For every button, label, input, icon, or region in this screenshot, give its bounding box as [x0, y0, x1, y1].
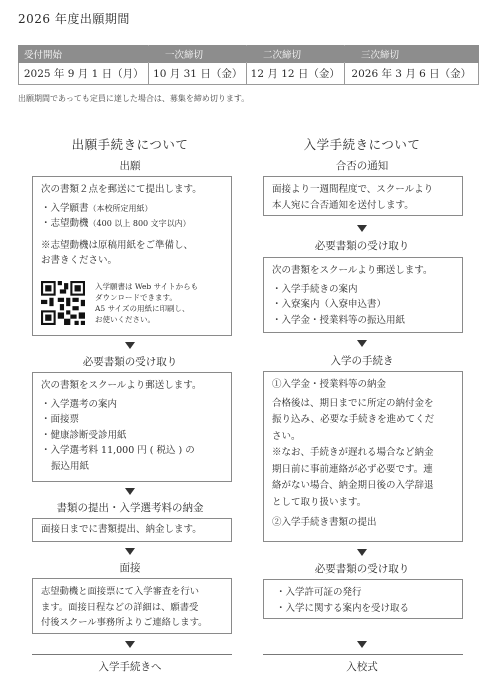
left-arrow-2 — [125, 488, 135, 495]
qr-caption-line-3: A5 サイズの用紙に印刷し、 — [95, 304, 190, 313]
right-documents-box — [263, 257, 463, 333]
right-procedure-box — [263, 371, 463, 542]
right-result-line-2: 本人宛に合否通知を送付します。 — [272, 199, 414, 211]
right-procedure-line-4: ※なお、手続きが遅れる場合など納金 — [272, 447, 434, 458]
application-note-2: お書きください。 — [41, 255, 118, 266]
application-item-form-label: ・入学願書 — [41, 202, 89, 214]
right-result-line-1: 面接より一週間程度で、スクールより — [272, 184, 434, 195]
right-result-box — [263, 176, 463, 216]
right-procedure-line-6: 絡がない場合、納金期日後の入学辞退 — [272, 480, 434, 491]
right-arrow-2 — [357, 340, 367, 347]
right-step-final-docs-heading: 必要書類の受け取り — [314, 563, 410, 575]
schedule-header-start: 受付開始 — [18, 45, 148, 63]
application-item-motivation — [41, 216, 223, 232]
right-final-docs-box — [263, 579, 463, 619]
left-end-label: 入学手続きへ — [98, 661, 162, 673]
qr-code-icon[interactable] — [41, 281, 85, 325]
right-arrow-3 — [357, 549, 367, 556]
schedule-header-first: 一次締切 — [148, 45, 246, 63]
schedule-header-third: 三次締切 — [344, 45, 479, 63]
schedule-date-start: 2025 年 9 月 1 日（月） — [23, 68, 144, 80]
left-arrow-1 — [125, 342, 135, 349]
right-column-title: 入学手続きについて — [303, 137, 421, 152]
application-item-motivation-note: （400 以上 800 文字以内） — [88, 219, 191, 228]
schedule-date-second: 12 月 12 日（金） — [246, 63, 344, 84]
left-step-documents-heading: 必要書類の受け取り — [82, 356, 178, 368]
right-procedure-sub-2: ②入学手続き書類の提出 — [272, 517, 377, 528]
left-interview-line-3: 付後スクール事務所よりご連絡します。 — [41, 617, 208, 628]
right-step-result-heading: 合否の通知 — [335, 160, 389, 172]
left-arrow-4 — [125, 641, 135, 648]
right-documents-item-2: ・入寮案内（入寮申込書） — [272, 299, 387, 310]
left-documents-box — [32, 372, 232, 482]
right-procedure-line-2: 振り込み、必要な手続きを進めてくだ — [272, 414, 435, 425]
left-step-interview-heading: 面接 — [119, 562, 141, 574]
application-note-1: ※志望動機は原稿用紙をご準備し、 — [41, 239, 194, 251]
right-final-docs-item-1: ・入学許可証の発行 — [276, 587, 362, 598]
left-documents-item-4: ・入学選考料 11,000 円 ( 税込 ) の — [41, 445, 195, 456]
qr-caption-line-2: ダウンロードできます。 — [95, 293, 177, 302]
left-documents-item-4-cont: 振込用紙 — [51, 460, 90, 472]
right-procedure-sub-1: ①入学金・授業料等の納金 — [272, 379, 387, 390]
application-item-form-note: （本校所定用紙） — [88, 203, 153, 213]
application-intro: 次の書類２点を郵送にて提出します。 — [41, 184, 202, 195]
right-final-docs-item-2: ・入学に関する案内を受け取る — [276, 602, 410, 614]
left-arrow-3 — [125, 548, 135, 555]
application-item-motivation-label: ・志望動機 — [41, 218, 89, 229]
schedule-header-second: 二次締切 — [246, 45, 344, 63]
schedule-date-third: 2026 年 3 月 6 日（金） — [344, 63, 478, 84]
application-item-form — [41, 201, 223, 217]
left-end-divider — [32, 654, 232, 655]
right-arrow-1 — [357, 225, 367, 232]
right-procedure-line-1: 合格後は、期日までに所定の納付金を — [272, 397, 434, 409]
left-submit-box — [32, 518, 232, 542]
qr-caption — [95, 281, 198, 325]
schedule-date-row — [18, 63, 479, 85]
left-interview-box — [32, 578, 232, 634]
right-documents-item-3: ・入学金・授業料等の振込用紙 — [272, 314, 406, 326]
left-interview-line-2: ます。面接日程などの詳細は、願書受 — [41, 601, 199, 613]
right-procedure-line-3: さい。 — [272, 430, 301, 442]
left-column-title: 出願手続きについて — [71, 137, 189, 152]
right-procedure-line-7: として取り扱います。 — [272, 496, 367, 508]
right-step-procedure-heading: 入学の手続き — [330, 355, 394, 367]
qr-caption-line-4: お使いください。 — [95, 315, 155, 324]
schedule-note: 出願期間であっても定員に達した場合は、募集を締め切ります。 — [18, 94, 250, 103]
right-arrow-4 — [357, 641, 367, 648]
right-step-documents-heading: 必要書類の受け取り — [314, 240, 410, 252]
left-documents-item-3: ・健康診断受診用紙 — [41, 429, 127, 441]
right-end-label: 入校式 — [346, 661, 378, 673]
schedule-title: 2026 年度出願期間 — [18, 12, 130, 26]
schedule-date-first: 10 月 31 日（金） — [148, 63, 246, 84]
left-step-application-heading: 出願 — [119, 160, 141, 172]
left-interview-line-1: 志望動機と面接票にて入学審査を行い — [41, 586, 200, 597]
left-submit-text: 面接日までに書類提出、納金します。 — [41, 524, 202, 535]
right-end-divider — [263, 654, 463, 655]
left-documents-item-1: ・入学選考の案内 — [41, 398, 118, 410]
left-documents-item-2: ・面接票 — [41, 414, 80, 425]
right-procedure-line-5: 期日前に事前連絡が必ず必要です。連 — [272, 463, 433, 475]
right-documents-intro: 次の書類をスクールより郵送します。 — [272, 265, 433, 276]
left-application-box — [32, 176, 232, 336]
right-documents-item-1: ・入学手続きの案内 — [272, 283, 358, 295]
schedule-header-row — [18, 45, 479, 63]
left-documents-intro: 次の書類をスクールより郵送します。 — [41, 380, 202, 391]
qr-caption-line-1: 入学願書は Web サイトからも — [95, 282, 199, 291]
left-step-submit-heading: 書類の提出・入学選考料の納金 — [56, 502, 204, 514]
schedule-table — [18, 45, 479, 85]
